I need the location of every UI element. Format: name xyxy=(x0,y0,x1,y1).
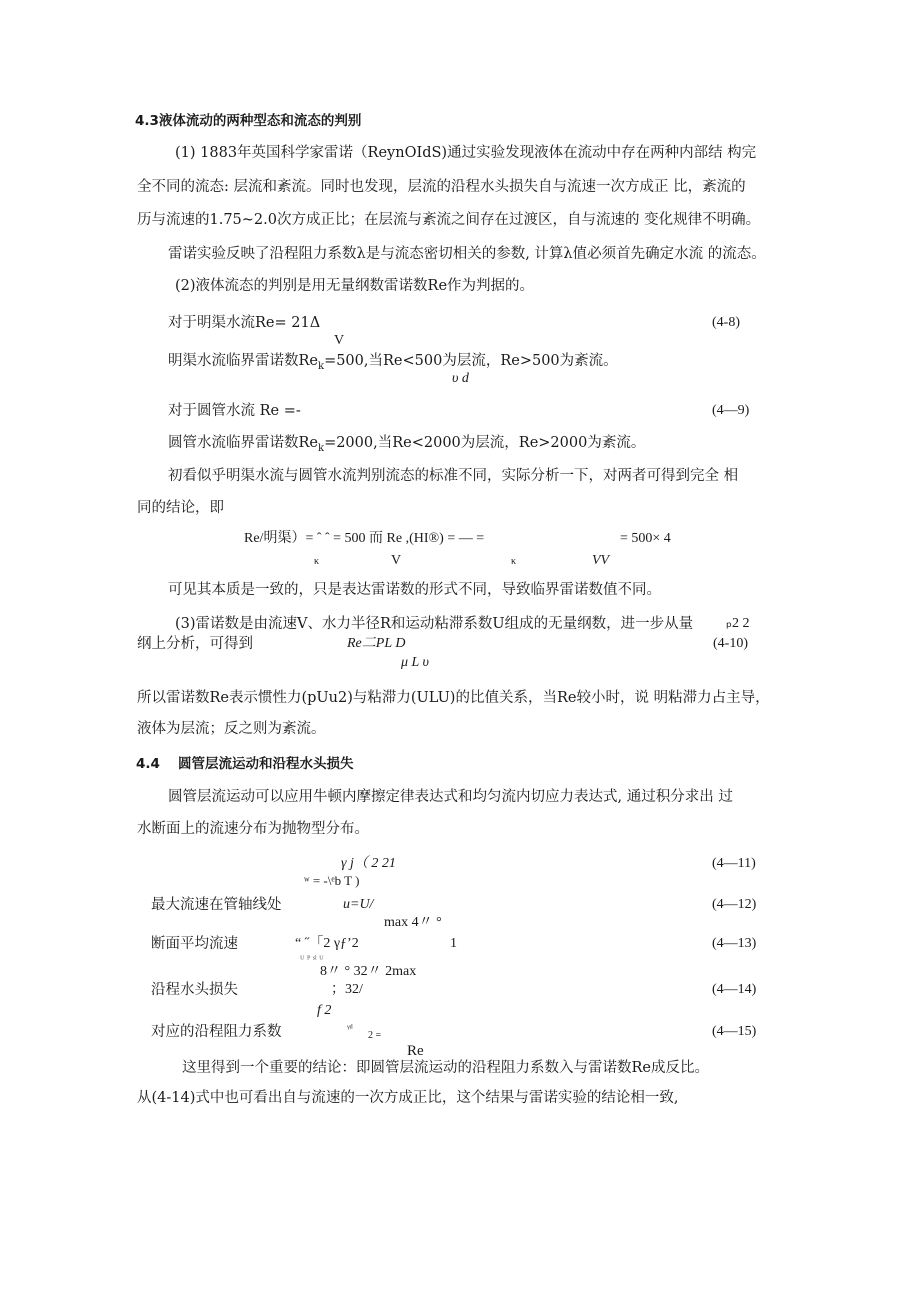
fraction-vd: υ d xyxy=(452,371,469,386)
paragraph-7-line-2: 液体为层流；反之则为紊流。 xyxy=(137,721,326,737)
head-loss-label: 沿程水头损失 xyxy=(151,982,238,998)
open-critical-rest: =500,当Re<500为层流，Re>500为紊流。 xyxy=(324,353,618,369)
equation-number-4-13: (4—13) xyxy=(712,936,757,951)
equation-4-10: Re二PL D xyxy=(347,636,406,651)
paragraph-1-line-1: (1) 1883年英国科学家雷诺（ReynOIdS)通过实验发现液体在流动中存在两种内部结 构完 xyxy=(175,145,757,161)
comparison-v: V xyxy=(391,553,402,568)
comparison-equation-rhs: = 500× 4 xyxy=(620,531,671,546)
equation-number-4-8: (4-8) xyxy=(712,315,740,330)
mean-velocity-label: 断面平均流速 xyxy=(151,936,238,952)
equation-4-11-top: γ j（ 2 21 xyxy=(341,856,396,871)
paragraph-5: 可见其本质是一致的，只是表达雷诺数的形式不同，导致临界雷诺数值不同。 xyxy=(168,582,661,598)
head-loss-equation: ；32/ xyxy=(331,982,363,997)
max-velocity-subscript: max 4〃 ° xyxy=(384,915,442,930)
open-critical-subscript: k xyxy=(318,360,325,372)
comparison-kappa-2: κ xyxy=(511,556,517,567)
equation-number-4-11: (4—11) xyxy=(712,856,756,871)
max-velocity-equation: u=U/ xyxy=(343,897,374,912)
paragraph-2: 雷诺实验反映了沿程阻力系数λ是与流态密切相关的参数, 计算λ值必须首先确定水流 的流态。 xyxy=(168,246,766,262)
paragraph-7-line-1: 所以雷诺数Re表示惯性力(pUu2)与粘滞力(ULU)的比值关系，当Re较小时，说 明粘滞力占主导， xyxy=(137,690,770,706)
comparison-vv: VV xyxy=(592,553,610,568)
equation-number-4-15: (4—15) xyxy=(712,1024,757,1039)
paragraph-6-line-1-tail: ₚ2 2 xyxy=(726,616,750,631)
equation-number-4-14: (4—14) xyxy=(712,982,757,997)
conclusion-line-2: 从(4-14)式中也可看出自与流速的一次方成正比，这个结果与雷诺实验的结论相一致, xyxy=(137,1090,679,1106)
paragraph-1-line-3: 历与流速的1.75~2.0次方成正比；在层流与紊流之间存在过渡区，自与流速的 变化规律不明确。 xyxy=(137,212,761,228)
paragraph-6-line-2: 纲上分析，可得到 xyxy=(137,636,253,652)
section-heading-4-4-number: 4.4 xyxy=(136,756,160,772)
section-4-4-paragraph-line-1: 圆管层流运动可以应用牛顿内摩擦定律表达式和均匀流内切应力表达式, 通过积分求出 过 xyxy=(168,789,733,805)
paragraph-4-line-2: 同的结论，即 xyxy=(137,500,224,516)
equation-number-4-10: (4-10) xyxy=(713,636,748,651)
open-channel-critical-text xyxy=(168,354,618,372)
paragraph-6-line-1: (3)雷诺数是由流速V、水力半径R和运动粘滞系数U组成的无量纲数，进一步从量 xyxy=(175,616,694,632)
pipe-critical-text xyxy=(168,436,645,454)
equation-number-4-12: (4—12) xyxy=(712,897,757,912)
pipe-critical-subscript: k xyxy=(318,442,325,454)
equation-4-10-denominator: μ L υ xyxy=(401,655,429,670)
head-loss-subscript: f 2 xyxy=(317,1003,332,1018)
equation-4-11-bottom: ʷ = -\ᵉb T ) xyxy=(304,873,360,888)
pipe-critical-prefix: 圆管水流临界雷诺数Re xyxy=(168,435,318,451)
pipe-critical-rest: =2000,当Re<2000为层流，Re>2000为紊流。 xyxy=(324,435,646,451)
friction-coefficient-label: 对应的沿程阻力系数 xyxy=(151,1024,282,1040)
max-velocity-label: 最大流速在管轴线处 xyxy=(151,897,282,913)
paragraph-3: (2)液体流态的判别是用无量纲数雷诺数Re作为判据的。 xyxy=(175,278,535,294)
open-critical-prefix: 明渠水流临界雷诺数Re xyxy=(168,353,318,369)
fraction-denominator-v: V xyxy=(334,333,345,348)
friction-coefficient-re: Re xyxy=(407,1043,424,1059)
mean-velocity-equation-one: 1 xyxy=(450,936,457,951)
conclusion-line-1: 这里得到一个重要的结论：即圆管层流运动的沿程阻力系数入与雷诺数Re成反比。 xyxy=(182,1060,709,1076)
section-heading-4-3: 4.3液体流动的两种型态和流态的判别 xyxy=(135,113,362,129)
pipe-formula-label: 对于圆管水流 Re =- xyxy=(168,403,301,419)
paragraph-4-line-1: 初看似乎明渠水流与圆管水流判别流态的标准不同，实际分析一下，对两者可得到完全 相 xyxy=(168,468,739,484)
open-channel-formula-label: 对于明渠水流Re= 21Δ xyxy=(168,315,321,331)
section-heading-4-4-title: 圆管层流运动和沿程水头损失 xyxy=(178,756,354,772)
paragraph-1-line-2: 全不同的流态: 层流和紊流。同时也发现，层流的沿程水头损失自与流速一次方成正 比，紊流的 xyxy=(137,179,746,195)
friction-coefficient-equals: 2 = xyxy=(368,1030,382,1041)
section-4-4-paragraph-line-2: 水断面上的流速分布为抛物型分布。 xyxy=(137,821,369,837)
friction-coefficient-symbol: ᵞᵈ xyxy=(347,1023,353,1034)
equation-number-4-9: (4—9) xyxy=(712,403,750,418)
comparison-equation: Re/明渠）= ˆ ˆ = 500 而 Re ,(HI®) = — = xyxy=(244,531,485,546)
mean-velocity-equation: “ ˝「2 γƒ’2 xyxy=(295,936,359,951)
mean-velocity-subscript: 8〃 ° 32〃 2max xyxy=(320,964,417,979)
comparison-kappa-1: κ xyxy=(314,556,320,567)
mean-velocity-fragments: ᵁ ᴾ ˢˡ ᵁ xyxy=(300,954,324,965)
